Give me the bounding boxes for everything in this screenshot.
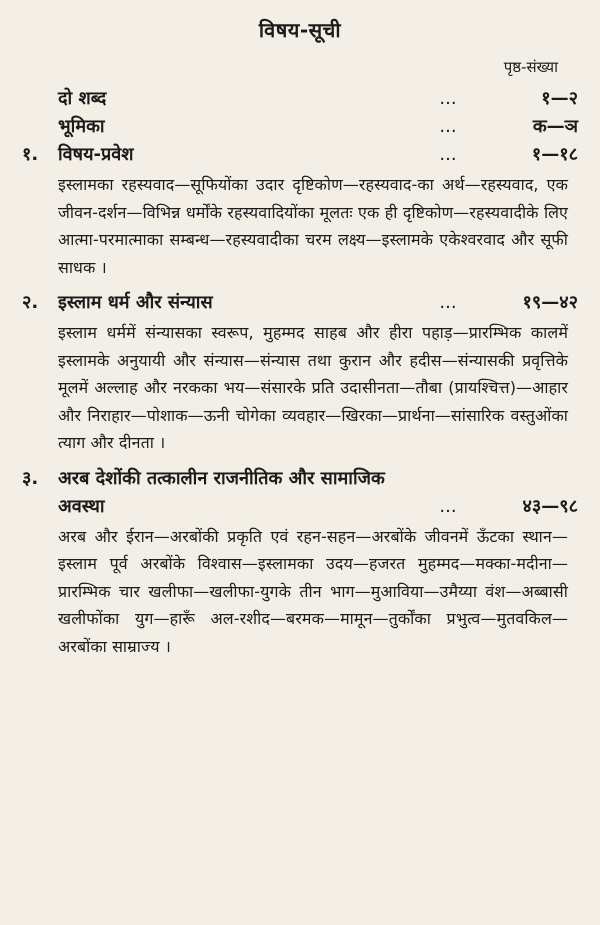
section-heading: विषय-प्रवेश [58,144,134,165]
page-number-column-label: पृष्ठ-संख्या [503,58,558,76]
section-pages: १—१८ [531,144,578,165]
section-pages: ४३—९८ [522,495,578,517]
leader-dots: ... [439,495,457,517]
section-description: अरब और ईरान—अरबोंकी प्रकृति एवं रहन-सहन—अरबोंके जीवनमें ऊँटका स्थान—इस्लाम पूर्व अरबोंके विश्वास—इस्लामका उदय—हजरत मुहम्मद—मक्का-मदीना—प्रारम्भिक चार खलीफा—खलीफा-युगके तीन भाग—मुआविया—उमैय्या वंश—अब्बासी खलीफोंका युग—हारूँ अल-रशीद—बरमक—मामून—तुर्कोंका प्रभुत्व—मुतवकिल—अरबोंका साम्राज्य । [58,526,568,656]
toc-entry-introduction [22,113,578,141]
leader-dots: ... [439,116,457,137]
toc-section-1 [22,141,578,169]
toc-section-2 [22,289,578,317]
section-pages: १९—४२ [522,292,578,313]
section-heading: अरब देशोंकी तत्कालीन राजनीतिक और सामाजिक [58,467,385,489]
toc-entry-preface [22,85,578,113]
page-title: विषय-सूची [258,18,342,42]
toc-section-3 [22,465,578,493]
section-number: ३. [22,467,39,489]
leader-dots: ... [439,292,457,313]
toc-section-3-continued [22,493,578,521]
entry-pages: १—२ [541,88,578,109]
section-description: इस्लामका रहस्यवाद—सूफियोंका उदार दृष्टिकोण—रहस्यवाद-का अर्थ—रहस्यवाद, एक जीवन-दर्शन—विभिन्न धर्मोंके रहस्यवादियोंका मूलतः एक ही दृष्टिकोण—रहस्यवादीके लिए आत्मा-परमात्माका सम्बन्ध—रहस्यवादीका चरम लक्ष्य—इस्लामके एकेश्वरवाद और सूफी साधक । [58,175,568,277]
leader-dots: ... [439,88,457,109]
entry-label: भूमिका [58,116,105,137]
section-description: इस्लाम धर्ममें संन्यासका स्वरूप, मुहम्मद साहब और हीरा पहाड़—प्रारम्भिक कालमें इस्लामके अनुयायी और संन्यास—संन्यास तथा कुरान और हदीस—संन्यासकी प्रवृत्तिके मूलमें अल्लाह और नरकका भय—संसारके प्रति उदासीनता—तौबा (प्रायश्चित्त)—आहार और निराहार—पोशाक—ऊनी चोगेका व्यवहार—खिरका—प्रार्थना—सांसारिक वस्तुओंका त्याग और दीनता । [58,323,568,452]
entry-label: दो शब्द [58,88,107,109]
entry-pages: क—ञ [532,116,578,137]
section-heading: इस्लाम धर्म और संन्यास [58,292,213,313]
leader-dots: ... [439,144,457,165]
section-number: १. [22,144,39,165]
section-heading-continued: अवस्था [58,495,105,517]
section-number: २. [22,292,39,313]
